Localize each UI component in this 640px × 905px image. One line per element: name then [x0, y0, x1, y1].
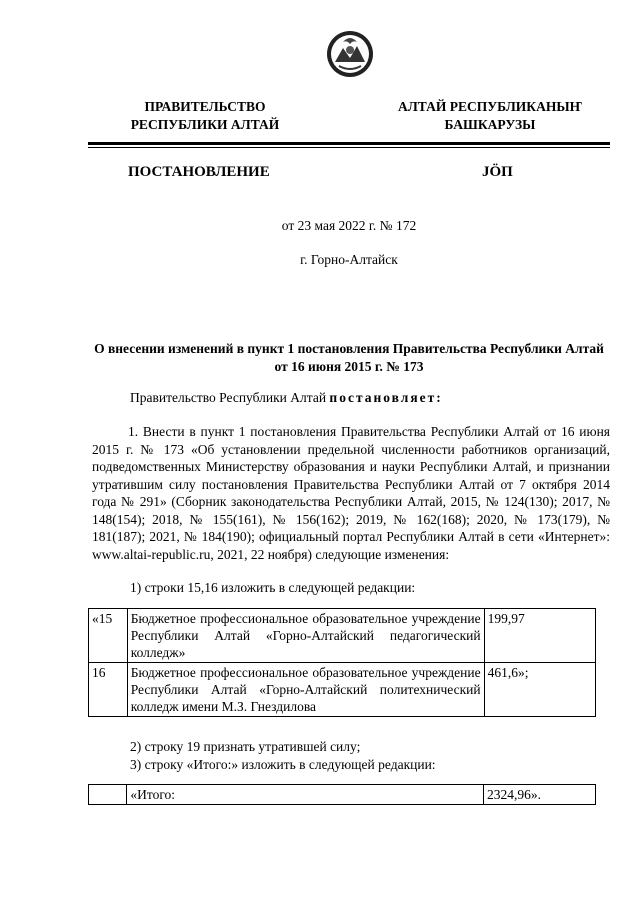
coat-of-arms-emblem	[325, 28, 375, 80]
header-divider-thin	[88, 147, 610, 148]
row-value: 461,6»;	[484, 663, 595, 717]
row-total-label: «Итого:	[127, 785, 484, 805]
header-left-line2: РЕСПУБЛИКИ АЛТАЙ	[130, 117, 280, 132]
header-right-line1: АЛТАЙ РЕСПУБЛИКАНЫҤ	[397, 99, 583, 114]
header-divider-thick	[88, 142, 610, 145]
subitem-1: 1) строки 15,16 изложить в следующей редакции:	[130, 580, 416, 595]
header-right-line2: БАШКАРУЗЫ	[444, 117, 536, 132]
lead-sentence	[130, 390, 443, 406]
header-left-line1: ПРАВИТЕЛЬСТВО	[144, 99, 266, 114]
row-number: «15	[89, 609, 128, 663]
lead-verb: постановляет:	[329, 390, 443, 405]
subitem-3: 3) строку «Итого:» изложить в следующей редакции:	[130, 757, 436, 772]
document-city: г. Горно-Алтайск	[300, 252, 398, 267]
row-organization: Бюджетное профессиональное образовательное учреждение Республики Алтай «Горно-Алтайский политехнический колледж имени М.З. Гнездилова	[127, 663, 484, 717]
row-number: 16	[89, 663, 128, 717]
table-row	[89, 663, 596, 717]
doc-type-altai: JÖП	[482, 164, 513, 180]
doc-type-russian: ПОСТАНОВЛЕНИЕ	[128, 164, 270, 180]
header-left	[110, 98, 300, 134]
amendment-table-1	[88, 608, 596, 717]
table-row	[89, 785, 596, 805]
table-row	[89, 609, 596, 663]
amendment-table-2	[88, 784, 596, 805]
row-organization: Бюджетное профессиональное образовательное учреждение Республики Алтай «Горно-Алтайский педагогический колледж»	[127, 609, 484, 663]
document-date-number: от 23 мая 2022 г. № 172	[281, 218, 417, 233]
row-total-value: 2324,96».	[484, 785, 596, 805]
document-title: О внесении изменений в пункт 1 постановления Правительства Республики Алтай от 16 июня 2015 г. № 173	[94, 341, 604, 374]
row-number	[89, 785, 127, 805]
paragraph-1-text: 1. Внести в пункт 1 постановления Правительства Республики Алтай от 16 июня 2015 г. № 173 «Об установлении предельной численности работников организаций, подведомственных Министерству образования и науки Республики Алтай, и признании утратившим силу постановления Правительства Республики Алтай от 7 октября 2014 года № 291» (Сборник законодательства Республики Алтай, 2015, № 124(130); 2017, № 148(154); 2018, № 155(161), № 156(162); 2019, № 162(168); 2020, № 173(179), № 181(187); 2021, № 184(190); официальный портал Республики Алтай в сети «Интернет»: www.altai-republic.ru, 2021, 22 ноября) следующие изменения:	[92, 424, 610, 562]
header-right	[390, 98, 590, 134]
lead-subject: Правительство Республики Алтай	[130, 390, 327, 405]
subitem-2: 2) строку 19 признать утратившей силу;	[130, 739, 361, 754]
paragraph-1	[92, 423, 610, 563]
row-value: 199,97	[484, 609, 595, 663]
